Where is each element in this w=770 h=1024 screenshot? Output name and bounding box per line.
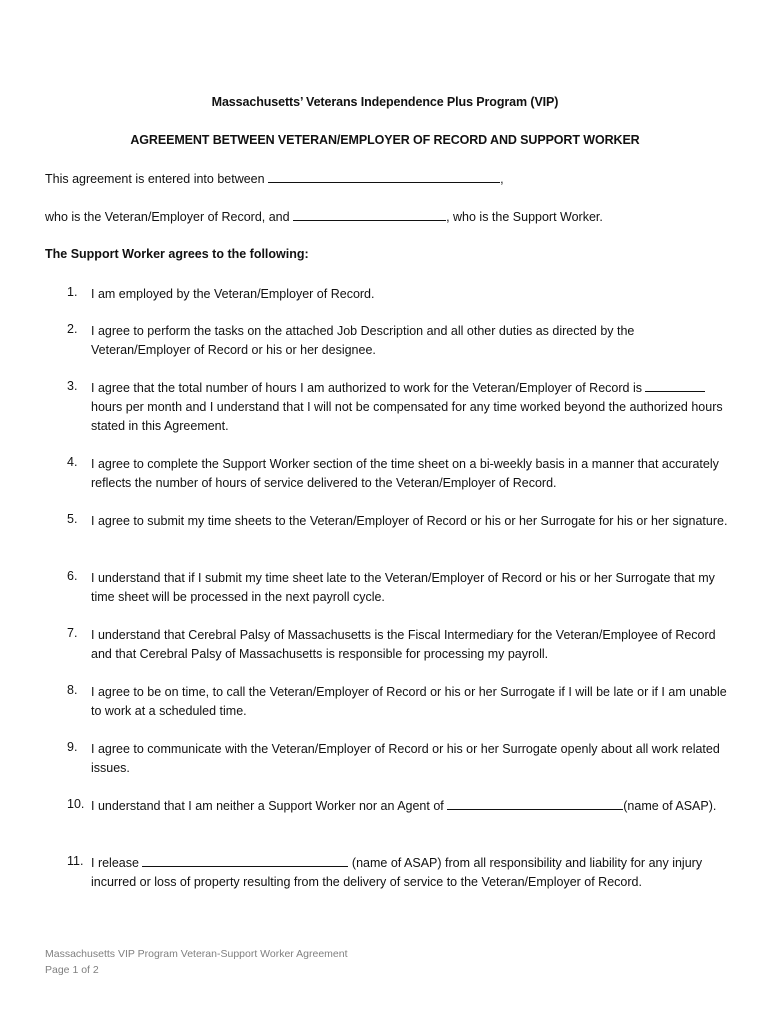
item-text <box>91 797 731 816</box>
intro-line-2 <box>45 209 603 224</box>
item-text <box>91 854 731 892</box>
item-text: I agree to communicate with the Veteran/Employer of Record or his or her Surrogate openly about all work related issues. <box>91 742 720 775</box>
intro-line-1 <box>45 171 504 186</box>
agreement-title: AGREEMENT BETWEEN VETERAN/EMPLOYER OF RECORD AND SUPPORT WORKER <box>130 133 640 147</box>
support-worker-name-blank[interactable] <box>293 209 446 221</box>
item-number: 8. <box>67 683 78 697</box>
item-text-before: I agree that the total number of hours I am authorized to work for the Veteran/Employer of Record is <box>91 381 642 395</box>
item-number: 1. <box>67 285 78 299</box>
item-number: 11. <box>67 854 84 868</box>
intro-line-2-text: who is the Veteran/Employer of Record, and <box>45 210 290 224</box>
item-number: 9. <box>67 740 78 754</box>
item-number: 2. <box>67 322 78 336</box>
item-number: 3. <box>67 379 78 393</box>
item-text: I agree to be on time, to call the Veteran/Employer of Record or his or her Surrogate if I will be late or if I am unable to work at a scheduled time. <box>91 685 727 718</box>
veteran-name-blank[interactable] <box>268 171 500 183</box>
item-text: I agree to complete the Support Worker section of the time sheet on a bi-weekly basis in a manner that accurately reflects the number of hours of service delivered to the Veteran/Employer of Record. <box>91 457 719 490</box>
item-text: I agree to submit my time sheets to the Veteran/Employer of Record or his or her Surrogate for his or her signature. <box>91 514 728 528</box>
asap-name-blank[interactable] <box>447 798 623 810</box>
item-number: 4. <box>67 455 78 469</box>
section-heading: The Support Worker agrees to the following: <box>45 247 309 261</box>
hours-per-month-blank[interactable] <box>645 380 705 392</box>
item-number: 7. <box>67 626 78 640</box>
intro-line-1-text: This agreement is entered into between <box>45 172 265 186</box>
item-number: 6. <box>67 569 78 583</box>
intro-line-1-end: , <box>500 172 504 186</box>
release-asap-name-blank[interactable] <box>142 855 348 867</box>
page-footer <box>45 946 348 978</box>
item-text: I understand that if I submit my time sheet late to the Veteran/Employer of Record or his or her Surrogate that my time sheet will be processed in the next payroll cycle. <box>91 571 715 604</box>
item-text-before: I release <box>91 856 139 870</box>
item-text-after: (name of ASAP). <box>623 799 717 813</box>
item-text <box>91 379 731 436</box>
item-number: 10. <box>67 797 85 811</box>
item-text: I understand that Cerebral Palsy of Massachusetts is the Fiscal Intermediary for the Veteran/Employee of Record and that Cerebral Palsy of Massachusetts is responsible for processing my payroll. <box>91 628 716 661</box>
item-text-after: hours per month and I understand that I will not be compensated for any time worked beyond the authorized hours stated in this Agreement. <box>91 400 723 433</box>
item-text: I agree to perform the tasks on the attached Job Description and all other duties as directed by the Veteran/Employer of Record or his or her designee. <box>91 324 635 357</box>
intro-line-2-end: , who is the Support Worker. <box>446 210 603 224</box>
item-text-after: (name of ASAP) from all responsibility and liability for any injury incurred or loss of property resulting from the delivery of service to the Veteran/Employer of Record. <box>91 856 703 889</box>
footer-page-number: Page 1 of 2 <box>45 964 99 976</box>
item-text: I am employed by the Veteran/Employer of Record. <box>91 287 375 301</box>
program-title: Massachusetts’ Veterans Independence Plus Program (VIP) <box>211 95 559 109</box>
item-text-before: I understand that I am neither a Support Worker nor an Agent of <box>91 799 444 813</box>
item-number: 5. <box>67 512 78 526</box>
footer-document-name: Massachusetts VIP Program Veteran-Support Worker Agreement <box>45 948 348 960</box>
